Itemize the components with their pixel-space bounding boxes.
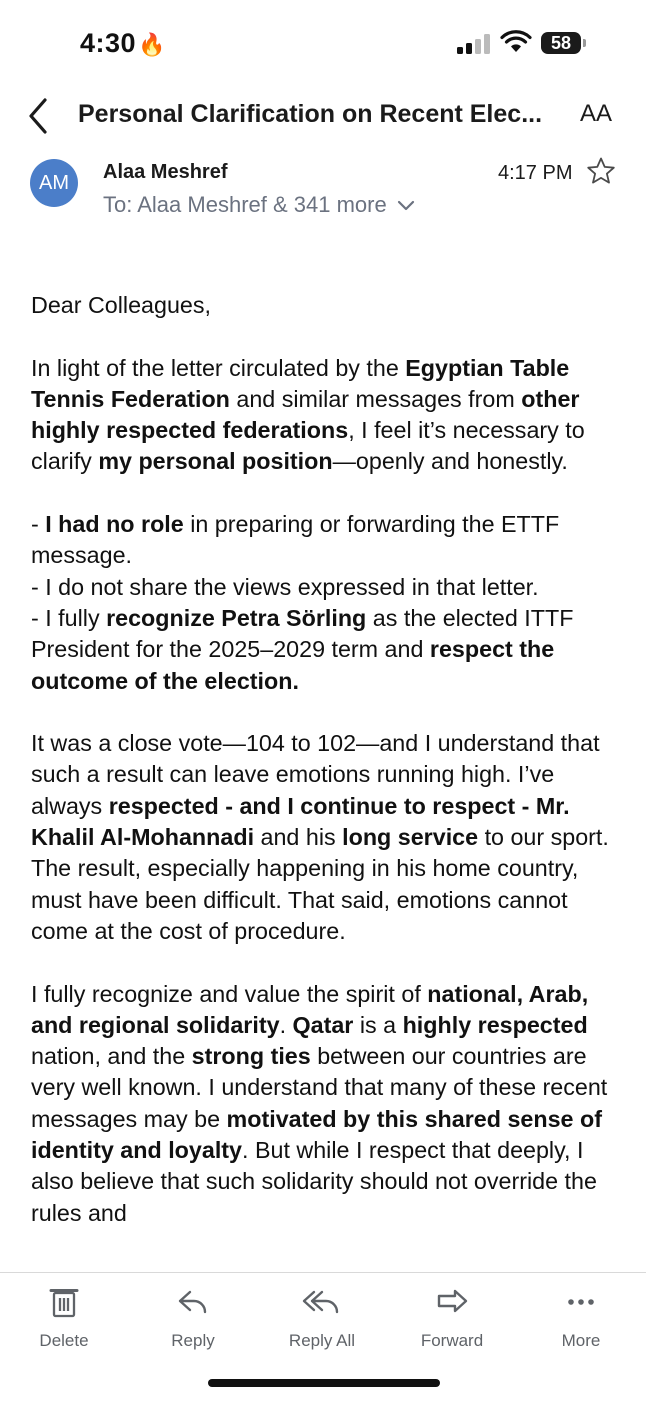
text-size-label: AA — [580, 100, 613, 127]
paragraph-vote: It was a close vote—104 to 102—and I understand that such a result can leave emotions running high. I’ve always respected - and I continue to respect - Mr. Khalil Al-Mohannadi and his long service to our sport. The result, especially happening in his home country, must have been difficult. That said, emotions cannot come at the cost of procedure. — [31, 730, 609, 944]
back-button[interactable] — [26, 96, 50, 141]
more-label: More — [561, 1331, 601, 1350]
status-time: 4:30🔥 — [80, 28, 166, 58]
bullet-3: - I fully recognize Petra Sörling as the elected ITTF President for the 2025–2029 term and respect the outcome of the election. — [31, 604, 574, 694]
reply-button[interactable] — [143, 1285, 243, 1351]
flame-icon: 🔥 — [138, 32, 166, 57]
greeting: Dear Colleagues, — [31, 292, 212, 318]
status-bar — [0, 0, 646, 90]
reply-label: Reply — [171, 1331, 215, 1350]
star-button[interactable] — [586, 156, 616, 191]
bullet-2: - I do not share the views expressed in that letter. — [31, 573, 539, 600]
sender-row — [0, 150, 646, 230]
delete-label: Delete — [39, 1331, 89, 1350]
email-time: 4:17 PM — [498, 162, 573, 184]
forward-button[interactable] — [402, 1285, 502, 1351]
chevron-left-icon — [26, 96, 50, 136]
bullet-1: - I had no role in preparing or forwarding the ETTF message. — [31, 511, 560, 569]
reply-all-icon — [302, 1288, 342, 1316]
trash-icon — [49, 1286, 79, 1318]
email-body — [31, 290, 621, 1229]
forward-arrow-icon — [435, 1288, 469, 1316]
text-size-button[interactable] — [580, 100, 612, 128]
home-indicator[interactable] — [208, 1379, 440, 1387]
reply-all-label: Reply All — [288, 1331, 356, 1350]
reply-icon — [176, 1288, 210, 1316]
star-icon — [586, 156, 616, 186]
sender-name[interactable]: Alaa Meshref — [103, 161, 228, 183]
reply-all-button[interactable] — [272, 1285, 372, 1351]
paragraph-intro: In light of the letter circulated by the Egyptian Table Tennis Federation and similar messages from other highly respected federations, I feel it’s necessary to clarify my personal position—openly and honestly. — [31, 354, 585, 475]
paragraph-solidarity: I fully recognize and value the spirit of national, Arab, and regional solidarity. Qatar is a highly respected nation, and the strong ties between our countries are very well known. I understand that many of these recent messages may be motivated by this shared sense of identity and loyalty. But while I respect that deeply, I also believe that such solidarity should not override the rules and — [31, 980, 608, 1226]
more-dots-icon — [566, 1297, 596, 1307]
forward-label: Forward — [420, 1331, 484, 1350]
recipients-label: To: Alaa Meshref & 341 more — [103, 192, 387, 217]
wifi-icon — [500, 30, 532, 59]
delete-button[interactable] — [14, 1285, 114, 1351]
avatar[interactable]: AM — [30, 159, 78, 207]
email-subject: Personal Clarification on Recent Elec... — [78, 100, 543, 128]
more-button[interactable] — [531, 1285, 631, 1351]
cellular-signal-icon — [457, 34, 491, 54]
recipients-toggle[interactable] — [103, 192, 415, 218]
chevron-down-icon — [397, 200, 415, 212]
battery-indicator: 58 — [541, 32, 581, 54]
email-header — [0, 90, 646, 140]
